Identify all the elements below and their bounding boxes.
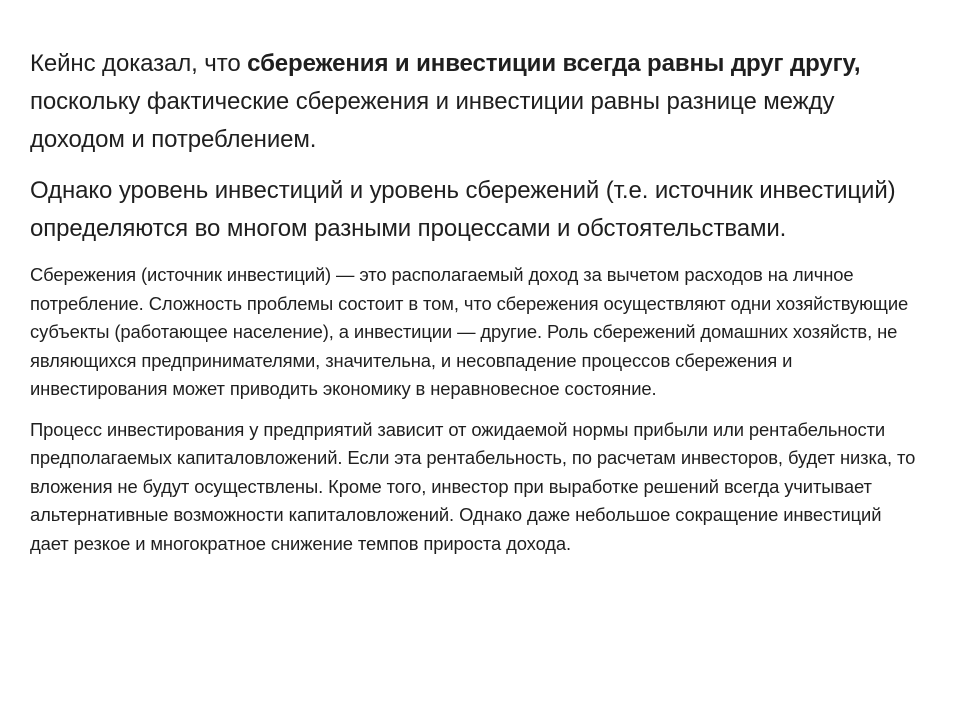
paragraph-savings-definition: Сбережения (источник инвестиций) — это располагаемый доход за вычетом расходов на личное потребление. Сложность проблемы состоит в том, что сбережения осуществляют одни хозяйствующие субъекты (работающее население), а инвестиции — другие. Роль сбережений домашних хозяйств, не являющихся предпринимателями, значительна, и несовпадение процессов сбережения и инвестирования может приводить экономику в неравновесное состояние. bbox=[30, 264, 909, 399]
paragraph-keynes-emphasis: сбережения и инвестиции всегда равны друг другу, bbox=[247, 50, 861, 77]
paragraph-investment-process: Процесс инвестирования у предприятий зависит от ожидаемой нормы прибыли или рентабельности предполагаемых капиталовложений. Если эта рентабельность, по расчетам инвесторов, будет низка, то вложения не будут осуществлены. Кроме того, инвестор при выработке решений всегда учитывает альтернативные возможности капиталовложений. Однако даже небольшое сокращение инвестиций дает резкое и многократное снижение темпов прироста дохода. bbox=[30, 418, 916, 554]
paragraph-keynes-rest: поскольку фактические сбережения и инвестиции равны разнице между доходом и потреблением. bbox=[30, 88, 835, 153]
paragraph-keynes-savings bbox=[30, 45, 920, 159]
paragraph-keynes-intro: Кейнс доказал, что bbox=[30, 50, 248, 77]
paragraph-investment-levels: Однако уровень инвестиций и уровень сбережений (т.е. источник инвестиций) определяются во многом разными процессами и обстоятельствами. bbox=[30, 177, 896, 242]
